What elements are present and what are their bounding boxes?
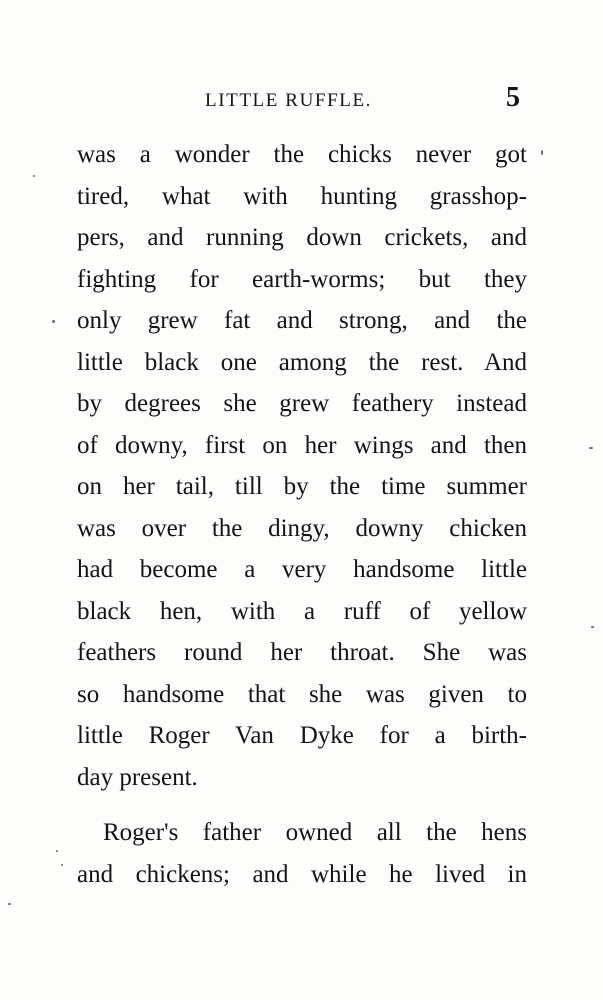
text-line: was over the dingy, downy chicken bbox=[77, 514, 527, 542]
page-number: 5 bbox=[506, 82, 520, 113]
text-line: had become a very handsome little bbox=[77, 556, 527, 583]
text-line: little black one among the rest. And bbox=[77, 348, 527, 376]
text-line: black hen, with a ruff of yellow bbox=[77, 597, 527, 625]
text-line: on her tail, till by the time summer bbox=[77, 473, 527, 500]
paragraph bbox=[77, 812, 527, 895]
print-speck bbox=[56, 850, 58, 852]
paragraph-spacer bbox=[77, 798, 527, 812]
text-line: was a wonder the chicks never got bbox=[77, 141, 527, 168]
print-speck bbox=[61, 864, 63, 866]
text-line: tired, what with hunting grasshop- bbox=[77, 182, 527, 210]
text-line: little Roger Van Dyke for a birth- bbox=[77, 722, 527, 749]
print-speck bbox=[591, 626, 594, 628]
text-line: day present. bbox=[77, 763, 198, 791]
running-header bbox=[0, 84, 603, 114]
text-line: pers, and running down crickets, and bbox=[77, 224, 527, 251]
print-speck bbox=[541, 150, 543, 155]
print-speck bbox=[33, 175, 35, 177]
print-speck bbox=[52, 320, 55, 323]
running-title: LITTLE RUFFLE. bbox=[205, 90, 372, 111]
text-line: fighting for earth-worms; but they bbox=[77, 265, 527, 293]
text-line: only grew fat and strong, and the bbox=[77, 307, 527, 334]
body-text bbox=[77, 134, 527, 895]
text-line: so handsome that she was given to bbox=[77, 680, 527, 708]
text-line: and chickens; and while he lived in bbox=[77, 860, 527, 888]
text-line: of downy, first on her wings and then bbox=[77, 431, 527, 459]
print-speck bbox=[8, 903, 11, 905]
text-line: Roger's father owned all the hens bbox=[103, 819, 527, 846]
text-line: by degrees she grew feathery instead bbox=[77, 390, 527, 417]
text-line: feathers round her throat. She was bbox=[77, 639, 527, 666]
print-speck bbox=[589, 447, 593, 449]
paragraph bbox=[77, 134, 527, 798]
